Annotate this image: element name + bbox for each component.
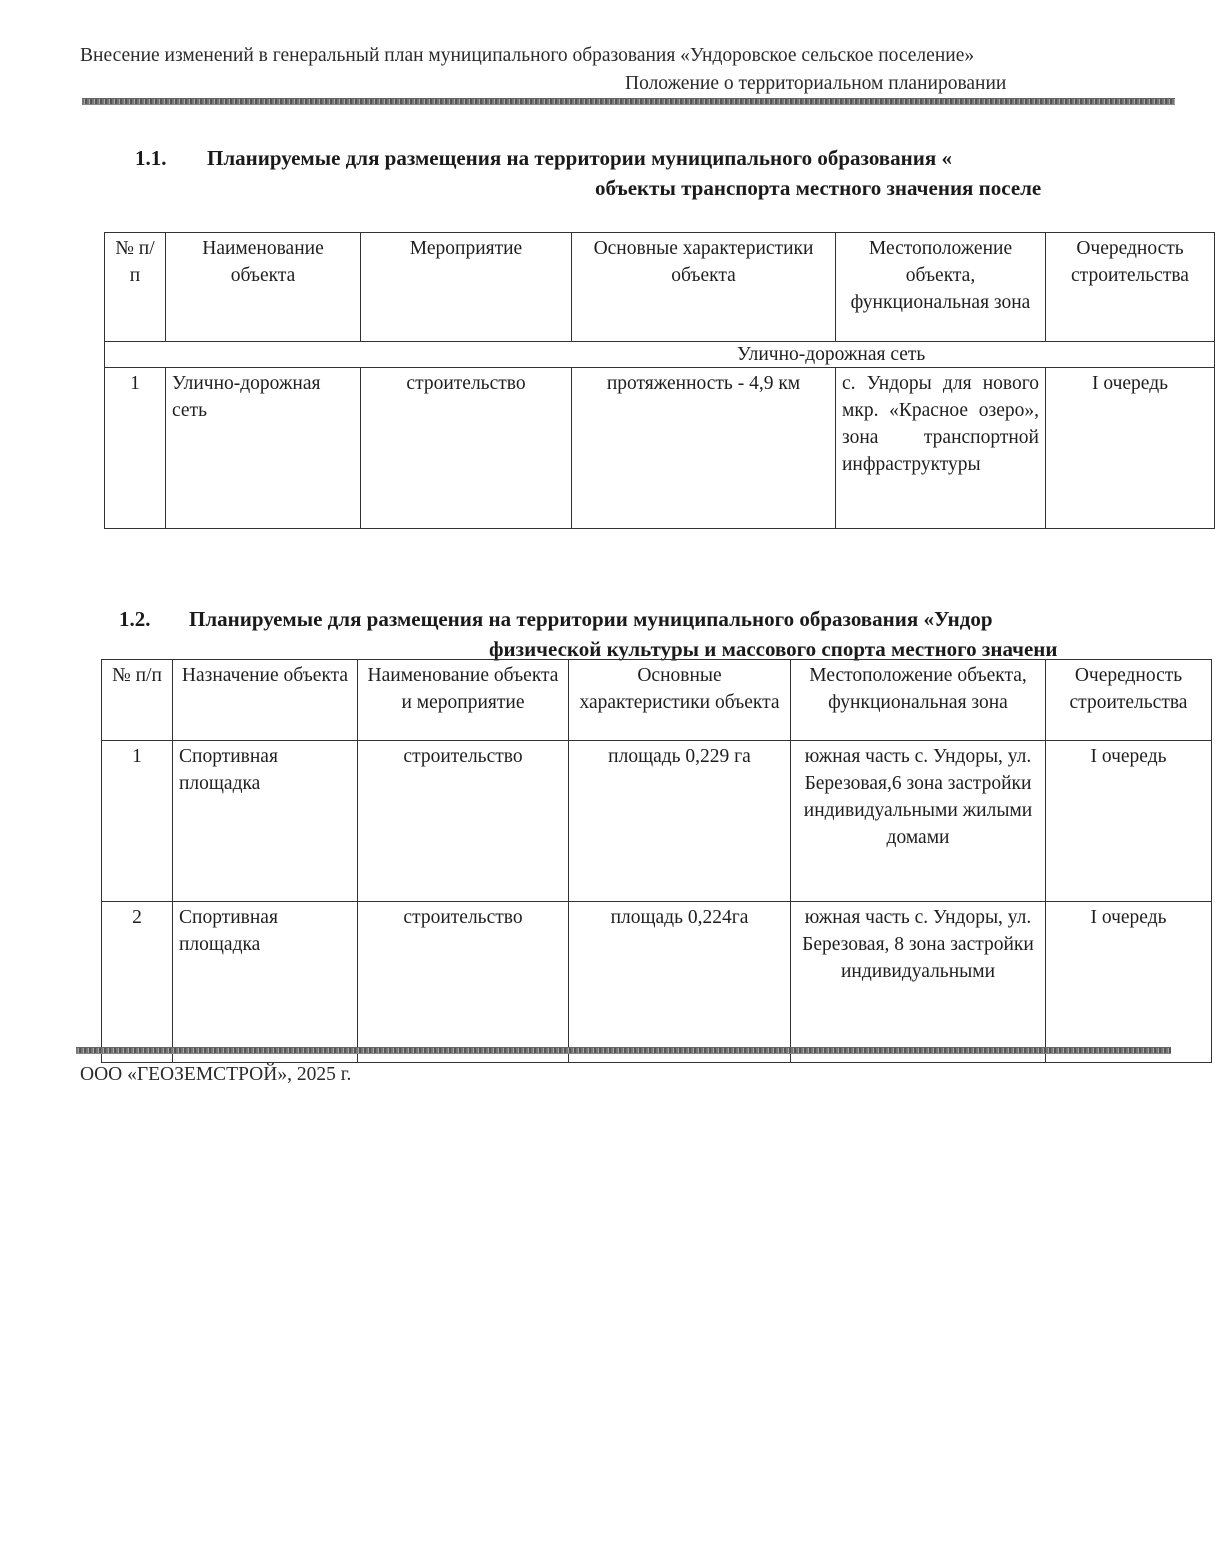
cell-action: строительство [358,741,569,902]
section-number: 1.1. [135,146,167,170]
header-purpose: Назначение объекта [173,660,358,741]
section-title-line-2: объекты транспорта местного значения поселе [595,176,1042,200]
cell-order: I очередь [1046,741,1212,902]
footer-rule [76,1047,1171,1054]
cell-characteristics: площадь 0,224га [569,902,791,1063]
section-title-1-1 [135,143,1175,203]
header-location: Местоположение объекта, функциональная зона [791,660,1046,741]
cell-characteristics: протяженность - 4,9 км [572,368,836,529]
section-title-line-1: Планируемые для размещения на территории муниципального образования « [207,146,952,170]
header-characteristics: Основные характеристики объекта [569,660,791,741]
cell-purpose: Спортивная площадка [173,902,358,1063]
header-num: № п/п [102,660,173,741]
header-line-1: Внесение изменений в генеральный план муниципального образования «Ундоровское сельское поселение» [80,45,975,66]
table-sport [101,659,1212,1063]
section-title-line-1: Планируемые для размещения на территории муниципального образования «Ундор [189,607,993,631]
table-row [102,902,1212,1063]
cell-num: 1 [102,741,173,902]
header-num: № п/п [105,233,166,342]
table-transport-wrapper [104,232,1189,537]
header-rule [82,98,1175,105]
page-header [80,42,1175,98]
header-name-action: Наименование объекта и мероприятие [358,660,569,741]
page-footer: ООО «ГЕОЗЕМСТРОЙ», 2025 г. [80,1064,352,1085]
section-title-line-2: физической культуры и массового спорта местного значени [489,637,1058,661]
cell-num: 1 [105,368,166,529]
cell-characteristics: площадь 0,229 га [569,741,791,902]
table-row [102,741,1212,902]
cell-order: I очередь [1046,902,1212,1063]
header-order: Очередность строительства [1046,660,1212,741]
cell-action: строительство [358,902,569,1063]
cell-name: Улично-дорожная сеть [166,368,361,529]
cell-num: 2 [102,902,173,1063]
section-number: 1.2. [119,607,151,631]
header-line-2: Положение о территориальном планировании [625,73,1007,94]
header-location: Местоположение объекта, функциональная зона [836,233,1046,342]
header-order: Очередность строительства [1046,233,1215,342]
table-header-row [102,660,1212,741]
table-sport-wrapper [101,659,1188,1044]
group-label: Улично-дорожная сеть [105,342,1215,368]
cell-location: южная часть с. Ундоры, ул. Березовая, 8 зона застройки индивидуальными [791,902,1046,1063]
cell-order: I очередь [1046,368,1215,529]
cell-action: строительство [361,368,572,529]
table-header-row [105,233,1215,342]
table-row [105,368,1215,529]
cell-location: южная часть с. Ундоры, ул. Березовая,6 зона застройки индивидуальными жилыми домами [791,741,1046,902]
cell-location: с. Ундоры для нового мкр. «Красное озеро», зона транспортной инфраструктуры [836,368,1046,529]
header-name: Наименование объекта [166,233,361,342]
header-characteristics: Основные характеристики объекта [572,233,836,342]
table-group-row [105,342,1215,368]
section-title-1-2 [119,604,1175,664]
cell-purpose: Спортивная площадка [173,741,358,902]
header-action: Мероприятие [361,233,572,342]
table-transport [104,232,1215,529]
